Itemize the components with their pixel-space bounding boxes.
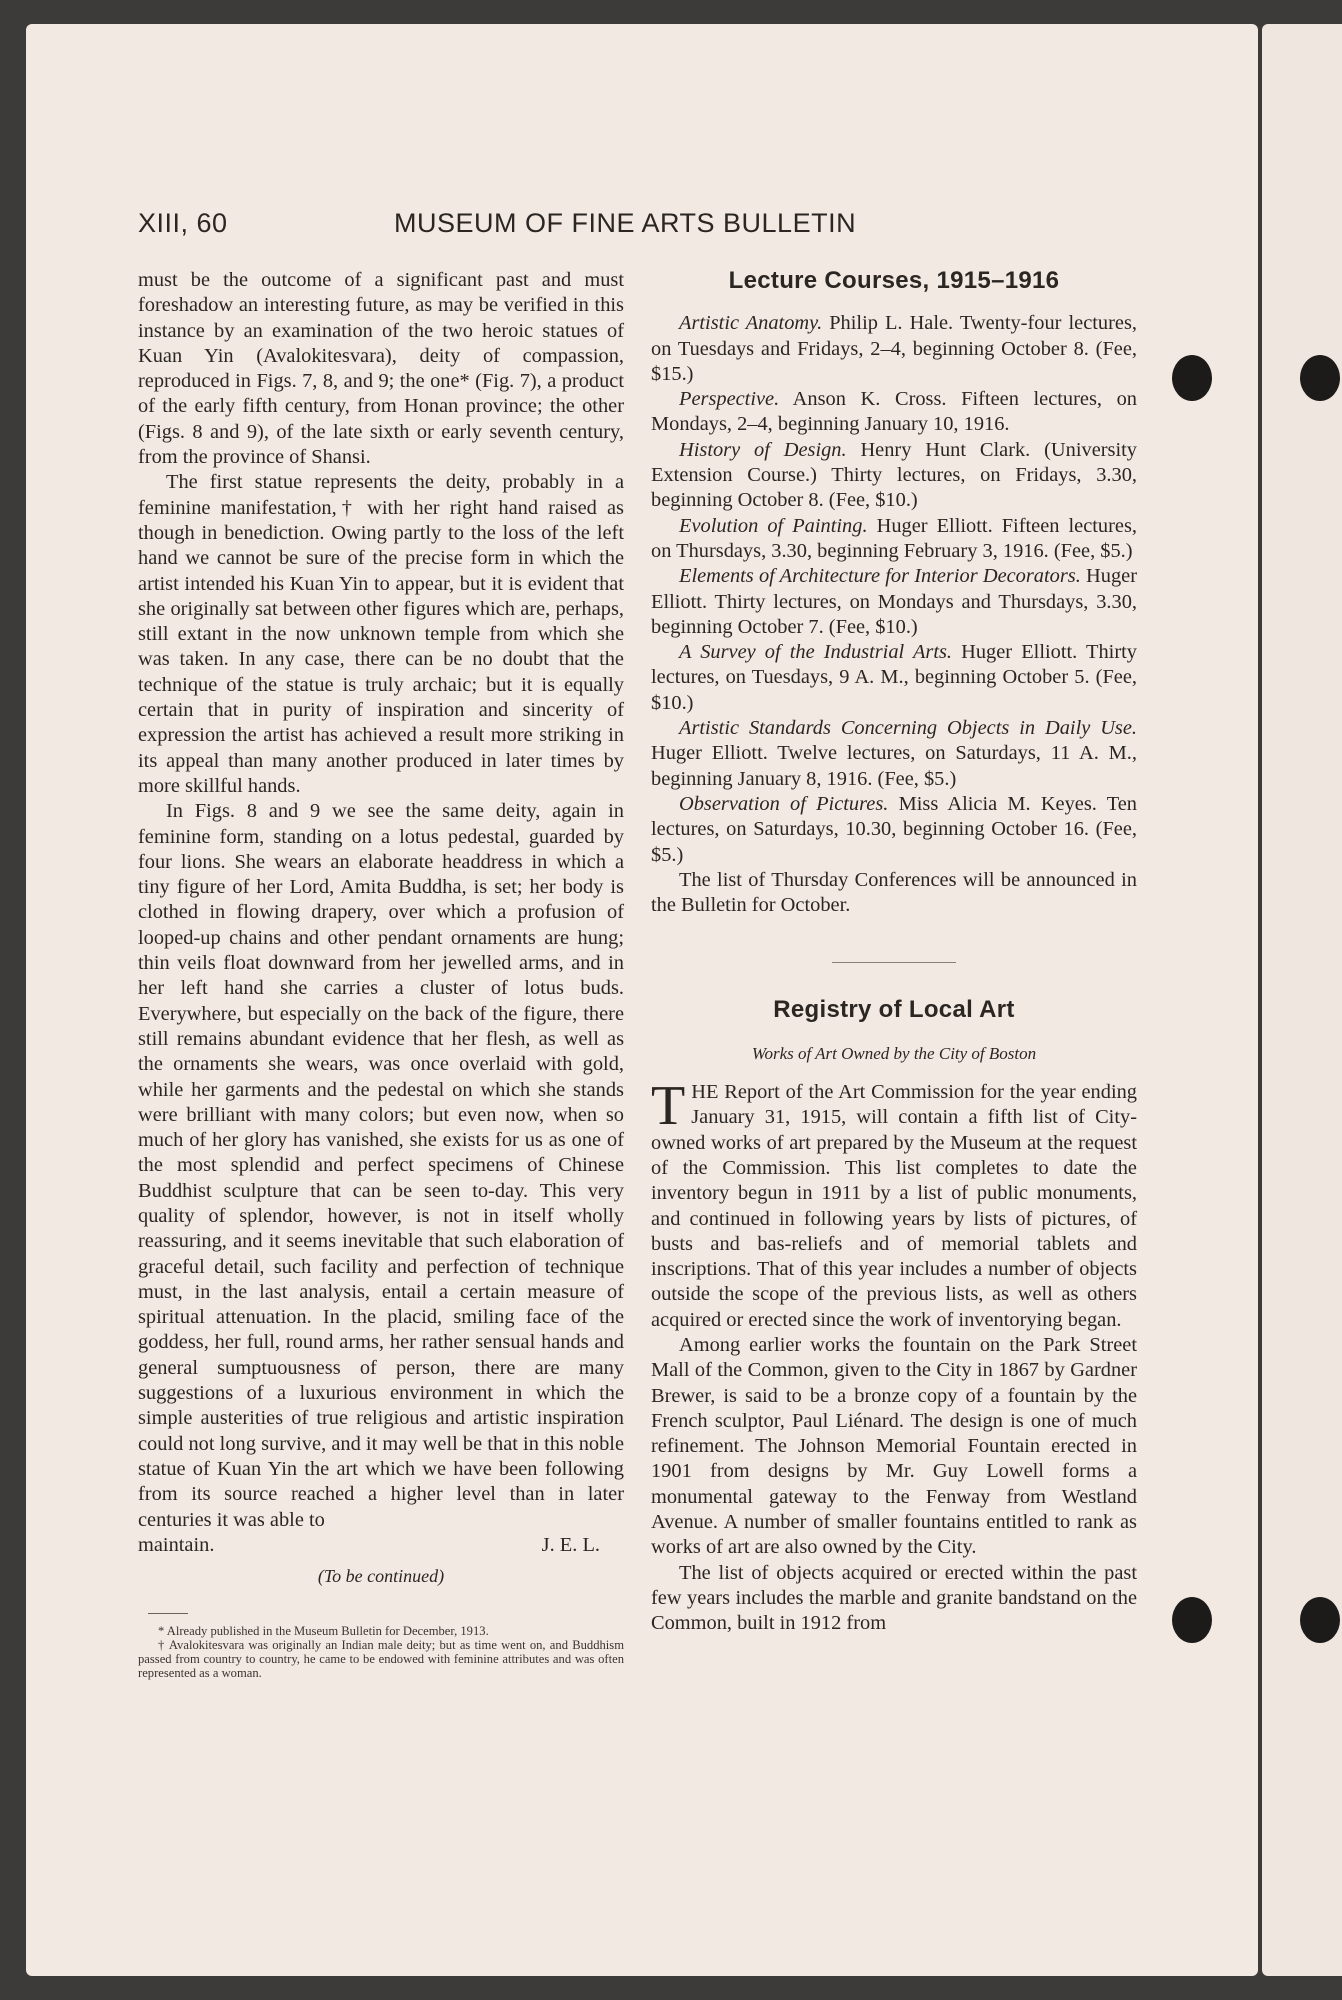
left-column: [138, 268, 624, 1680]
lecture-entry: [651, 640, 1137, 716]
lecture-entry: [651, 311, 1137, 387]
lecture-title: Observation of Pictures.: [679, 792, 889, 815]
footnote: * Already published in the Museum Bulletin for December, 1913.: [158, 1624, 489, 1639]
lecture-entry: [651, 387, 1137, 438]
author-initials: J. E. L.: [541, 1533, 600, 1556]
article-paragraph: The first statue represents the deity, probably in a feminine manifestation,† with her right hand raised as though in benediction. Owing partly to the loss of the left hand we cannot be sure of the precise form in which the artist intended his Kuan Yin to appear, but it is evident that she originally sat between other figures which are, perhaps, still extant in the now unknown temple from which she was taken. In any case, there can be no doubt that the technique of the statue is truly archaic; but it is equally certain that in purity of inspiration and sincerity of expression the artist has achieved a result more striking in its appeal than many another produced in later times by more skillful hands.: [138, 471, 624, 797]
lecture-entry: [651, 564, 1137, 640]
right-column: [651, 268, 1137, 1637]
lecture-title: Elements of Architecture for Interior Decorators.: [679, 565, 1081, 588]
lecture-details: Huger Elliott. Fifteen lectures, on Thursdays, 3.30, beginning February 3, 1916. (Fee, $5.): [651, 514, 1138, 562]
lecture-title: Artistic Standards Concerning Objects in Daily Use.: [679, 717, 1137, 740]
binding-hole-top-right: [1300, 355, 1340, 401]
lecture-details: Miss Alicia M. Keyes. Ten lectures, on Saturdays, 10.30, beginning October 16. (Fee, $5.): [651, 792, 1137, 866]
lecture-entry: [651, 716, 1137, 792]
publication-title: MUSEUM OF FINE ARTS BULLETIN: [394, 208, 857, 238]
registry-subheading: Works of Art Owned by the City of Boston: [751, 1043, 1037, 1063]
registry-paragraph-text: HE Report of the Art Commission for the year ending January 31, 1915, will contain a fifth list of City-owned works of art prepared by the Museum at the request of the Commission. This list completes to date the inventory begun in 1911 by a list of public monuments, and continued in following years by lists of pictures, of busts and bas-reliefs and of memorial tablets and inscriptions. That of this year includes a number of objects outside the scope of the previous lists, as well as others acquired or erected since the work of inventorying began.: [651, 1081, 1137, 1331]
closing-word: maintain.: [138, 1533, 215, 1556]
registry-paragraph: Among earlier works the fountain on the Park Street Mall of the Common, given to the City in 1867 by Gardner Brewer, is said to be a bronze copy of a fountain by the French sculptor, Paul Liénard. The design is one of much refinement. The Johnson Memorial Fountain erected in 1901 from designs by Mr. Guy Lowell forms a monumental gateway to the Fenway from Westland Avenue. A number of smaller fountains entitled to rank as works of art are also owned by the City.: [651, 1333, 1137, 1559]
binding-hole-bottom-right: [1300, 1597, 1340, 1643]
footnote: † Avalokitesvara was originally an Indian male deity; but as time went on, and Buddhism passed from country to country, he came to be endowed with feminine attributes and was often represented as a woman.: [138, 1638, 624, 1681]
registry-paragraph: The list of objects acquired or erected within the past few years includes the marble and granite bandstand on the Common, built in 1912 from: [651, 1561, 1137, 1635]
lecture-details: Anson K. Cross. Fifteen lectures, on Mondays, 2–4, beginning January 10, 1916.: [651, 388, 1137, 436]
lecture-title: Artistic Anatomy.: [679, 312, 823, 335]
section-divider: [832, 962, 956, 963]
article-paragraph: In Figs. 8 and 9 we see the same deity, again in feminine form, standing on a lotus pedestal, guarded by four lions. She wears an elaborate headdress in which a tiny figure of her Lord, Amita Buddha, is set; her body is clothed in flowing drapery, over which a profusion of looped-up chains and other pendant ornaments are hung; thin veils float downward from her jewelled arms, and in her left hand she carries a cluster of lotus buds. Everywhere, but especially on the back of the figure, there still remains abundant evidence that her flesh, as well as the ornaments she wears, was once overlaid with gold, while her garments and the pedestal on which she stands were brilliant with many colors; but even now, when so much of her glory has vanished, she exists for us as one of the most splendid and perfect specimens of Chinese Buddhist sculpture that can be seen to-day. This very quality of splendor, however, is not in itself wholly reassuring, and it seems inevitable that such elaboration of graceful detail, such facility and perfection of technique must, in the last analysis, entail a certain measure of spiritual attenuation. In the placid, smiling face of the goddess, her full, round arms, her rather sensual hands and general sumptuousness of person, there are many suggestions of a luxurious environment in which the simple austerities of true religious and artistic inspiration could not long survive, and it may well be that in this noble statue of Kuan Yin the art which we have been following from its source reached a higher level than in later centuries it was able to: [138, 800, 624, 1531]
lecture-details: Huger Elliott. Thirty lectures, on Tuesdays, 9 A. M., beginning October 5. (Fee, $10.): [651, 641, 1137, 714]
lecture-details: Philip L. Hale. Twenty-four lectures, on Tuesdays and Fridays, 2–4, beginning October 8. (Fee, $15.): [651, 312, 1137, 385]
lecture-entry: [651, 438, 1137, 514]
binding-hole-bottom: [1172, 1597, 1212, 1643]
lecture-entry: [651, 792, 1137, 868]
article-closing: [138, 1533, 624, 1558]
page-number: XIII, 60: [138, 208, 228, 238]
lecture-title: A Survey of the Industrial Arts.: [679, 641, 953, 664]
continued-note: (To be continued): [317, 1566, 445, 1587]
lecture-courses-heading: Lecture Courses, 1915–1916: [728, 267, 1060, 294]
conferences-note: The list of Thursday Conferences will be announced in the Bulletin for October.: [651, 868, 1137, 917]
footnotes: [138, 1624, 624, 1680]
lecture-details: Huger Elliott. Twelve lectures, on Saturdays, 11 A. M., beginning January 8, 1916. (Fee, $5.): [651, 742, 1137, 790]
adjacent-page-edge: [1262, 24, 1342, 1976]
lecture-title: Perspective.: [679, 388, 780, 411]
drop-cap: T: [651, 1075, 686, 1138]
lecture-entry: [651, 514, 1137, 565]
footnote-rule: [148, 1613, 188, 1614]
registry-paragraph: [651, 1075, 1137, 1333]
lecture-title: History of Design.: [679, 438, 847, 461]
lecture-title: Evolution of Painting.: [679, 514, 868, 537]
lecture-details: Henry Hunt Clark. (University Extension Course.) Thirty lectures, on Fridays, 3.30, beginning October 8. (Fee, $10.): [651, 438, 1137, 512]
article-paragraph: must be the outcome of a significant past and must foreshadow an interesting future, as may be verified in this instance by an examination of the two heroic statues of Kuan Yin (Avalokitesvara), deity of compassion, reproduced in Figs. 7, 8, and 9; the one* (Fig. 7), a product of the early fifth century, from Honan province; the other (Figs. 8 and 9), of the late sixth or early seventh century, from the province of Shansi.: [138, 269, 624, 469]
registry-heading: Registry of Local Art: [773, 996, 1015, 1024]
lecture-details: Huger Elliott. Thirty lectures, on Mondays and Thursdays, 3.30, beginning October 7. (Fee, $10.): [651, 565, 1137, 638]
binding-hole-top: [1172, 355, 1212, 401]
